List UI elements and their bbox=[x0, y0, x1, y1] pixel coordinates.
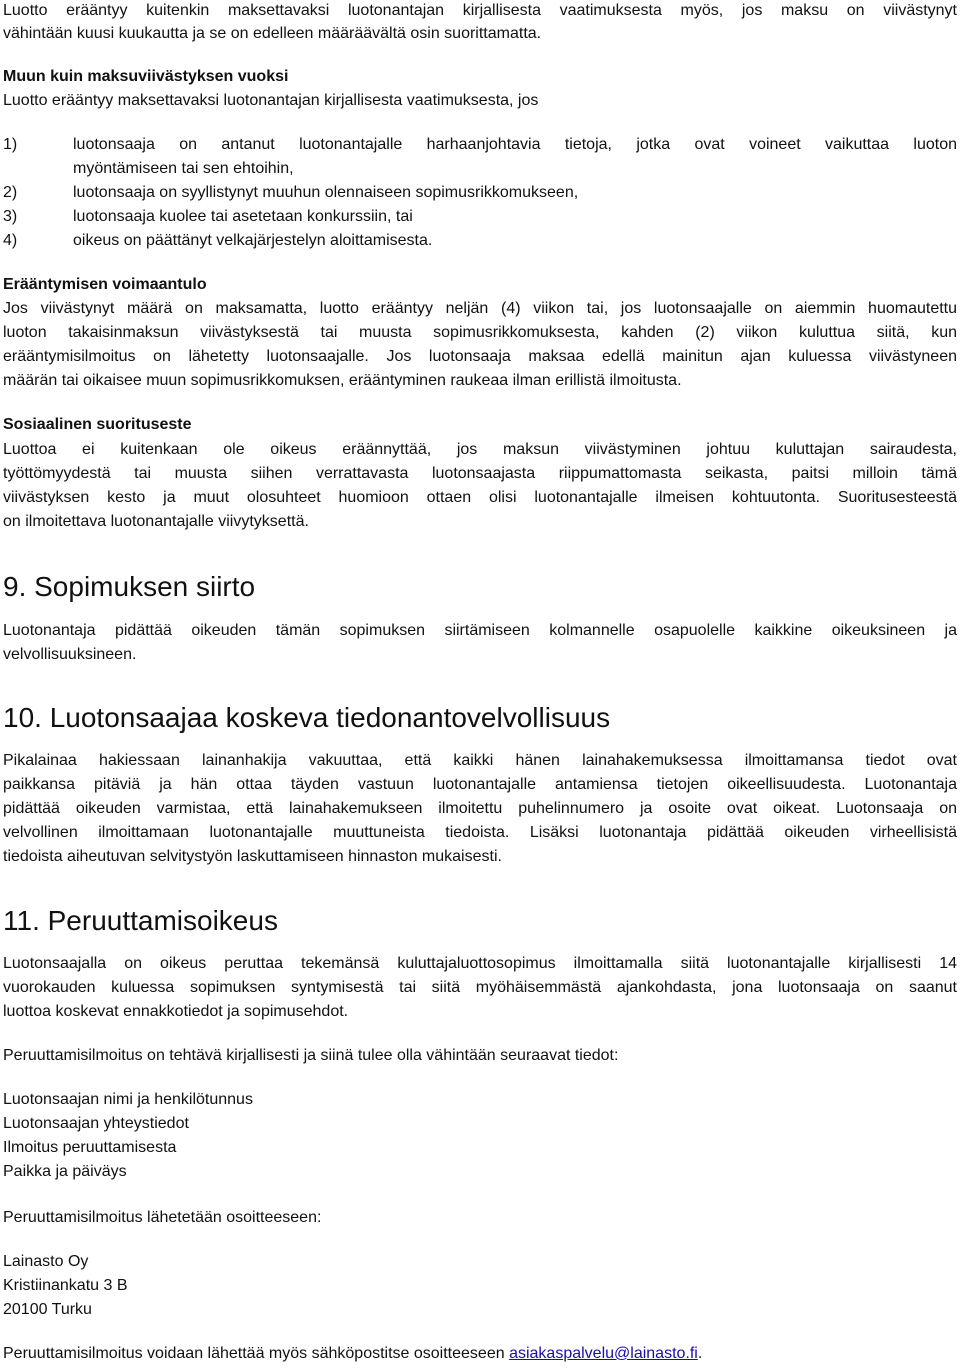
email-end: . bbox=[697, 1345, 703, 1362]
list-item-text: oikeus on päättänyt velkajärjestelyn aloittamisesta. bbox=[73, 232, 433, 249]
list-item-text: luotonsaaja on antanut luotonantajalle harhaanjohtavia tietoja, jotka ovat voineet vaikuttaa luoton bbox=[73, 136, 957, 153]
list-item-number: 1) bbox=[3, 136, 18, 153]
paragraph-line: Luottoa ei kuitenkaan ole oikeus eräännyttää, jos maksun viivästyminen johtuu kuluttajan sairaudesta, bbox=[3, 441, 957, 458]
email-line bbox=[3, 1343, 957, 1365]
section-11-title: 11. Peruuttamisoikeus bbox=[3, 905, 278, 936]
paragraph-line: paikkansa pitäviä ja hän ottaa täyden vastuun luotonantajalle antamiensa tietojen oikeellisuudesta. Luotonantaja bbox=[3, 776, 957, 793]
effect-heading: Erääntymisen voimaantulo bbox=[3, 276, 207, 293]
required-info-item: Paikka ja päiväys bbox=[3, 1163, 127, 1180]
other-reasons-lead: Luotto erääntyy maksettavaksi luotonantajan kirjallisesta vaatimuksesta, jos bbox=[3, 92, 539, 109]
address-line: Kristiinankatu 3 B bbox=[3, 1277, 128, 1294]
list-item-text: myöntämiseen tai sen ehtoihin, bbox=[73, 160, 294, 177]
social-heading: Sosiaalinen suorituseste bbox=[3, 416, 192, 433]
paragraph-line: työttömyydestä tai muusta siihen verrattavasta luotonsaajasta riippumattomasta seikasta, paitsi milloin tämä bbox=[3, 465, 957, 482]
list-item-number: 4) bbox=[3, 232, 18, 249]
paragraph-line: luottoa koskevat ennakkotiedot ja sopimusehdot. bbox=[3, 1003, 349, 1020]
paragraph-line: määrän tai oikaisee muun sopimusrikkomuksen, erääntyminen raukeaa ilman erillistä ilmoitusta. bbox=[3, 372, 682, 389]
paragraph-line: velvollinen ilmoittamaan luotonantajalle muuttuneista tiedoista. Lisäksi luotonantaja pidättää oikeuden virheellisistä bbox=[3, 824, 957, 841]
paragraph-line: tiedoista aiheutuvan selvitystyön laskuttamiseen hinnaston mukaisesti. bbox=[3, 848, 502, 865]
other-reasons-heading: Muun kuin maksuviivästyksen vuoksi bbox=[3, 68, 289, 85]
paragraph-line: Luotonantaja pidättää oikeuden tämän sopimuksen siirtämiseen kolmannelle osapuolelle kaikkine oikeuksineen ja bbox=[3, 622, 957, 639]
list-item-number: 2) bbox=[3, 184, 18, 201]
paragraph-line: velvollisuuksineen. bbox=[3, 646, 137, 663]
send-to-text: Peruuttamisilmoitus lähetetään osoitteeseen: bbox=[3, 1209, 322, 1226]
paragraph-line: Pikalainaa hakiessaan lainanhakija vakuuttaa, että kaikki hänen lainahakemuksessa ilmoittamansa tiedot ovat bbox=[3, 752, 957, 769]
section-9-title: 9. Sopimuksen siirto bbox=[3, 571, 256, 602]
list-item-text: luotonsaaja on syyllistynyt muuhun olennaiseen sopimusrikkomukseen, bbox=[73, 184, 579, 201]
list-item-number: 3) bbox=[3, 208, 18, 225]
paragraph-line: luoton takaisinmaksun viivästyksestä tai muusta sopimusrikkomuksesta, kahden (2) viikon kuluttua siitä, kun bbox=[3, 324, 957, 341]
paragraph-line: Luotonsaajalla on oikeus peruttaa tekemänsä kuluttajaluottosopimus ilmoittamalla siitä luotonantajalle kirjallisesti 14 bbox=[3, 955, 957, 972]
required-info-item: Luotonsaajan yhteystiedot bbox=[3, 1115, 189, 1132]
paragraph-line: Jos viivästynyt määrä on maksamatta, luotto erääntyy neljän (4) viikon tai, jos luotonsaajalle on aiemmin huomautettu bbox=[3, 300, 957, 317]
list-item-text: luotonsaaja kuolee tai asetetaan konkurssiin, tai bbox=[73, 208, 413, 225]
paragraph-line: erääntymisilmoitus on lähetetty luotonsaajalle. Jos luotonsaaja maksaa edellä mainitun ajan kuluessa viivästyneen bbox=[3, 348, 957, 365]
paragraph-line: on ilmoitettava luotonantajalle viivytyksettä. bbox=[3, 513, 309, 530]
intro-line-2: vähintään kuusi kuukautta ja se on edelleen määräävältä osin suorittamatta. bbox=[3, 25, 542, 42]
paragraph-line: viivästyksen kesto ja muut olosuhteet huomioon ottaen olisi luotonantajalle ilmeisen kohtuutonta. Suoritusesteestä bbox=[3, 489, 957, 506]
section-10-title: 10. Luotonsaajaa koskeva tiedonantovelvollisuus bbox=[3, 702, 611, 733]
paragraph-line: vuorokauden kuluessa sopimuksen syntymisestä tai siitä myöhäisemmästä ajankohdasta, jona luotonsaaja on saanut bbox=[3, 979, 957, 996]
required-info-item: Luotonsaajan nimi ja henkilötunnus bbox=[3, 1091, 253, 1108]
required-info-item: Ilmoitus peruuttamisesta bbox=[3, 1139, 177, 1156]
address-line: Lainasto Oy bbox=[3, 1253, 89, 1270]
notice-intro: Peruuttamisilmoitus on tehtävä kirjallisesti ja siinä tulee olla vähintään seuraavat tiedot: bbox=[3, 1047, 619, 1064]
intro-line-1: Luotto erääntyy kuitenkin maksettavaksi luotonantajan kirjallisesta vaatimuksesta myös, jos maksu on viivästynyt bbox=[3, 2, 957, 19]
paragraph-line: pidättää oikeuden varmistaa, että lainahakemukseen ilmoitettu puhelinnumero ja osoite ovat oikeat. Luotonsaaja on bbox=[3, 800, 957, 817]
email-intro: Peruuttamisilmoitus voidaan lähettää myös sähköpostitse osoitteeseen bbox=[3, 1345, 510, 1362]
address-line: 20100 Turku bbox=[3, 1301, 92, 1318]
email-link[interactable]: asiakaspalvelu@lainasto.fi bbox=[509, 1345, 698, 1362]
